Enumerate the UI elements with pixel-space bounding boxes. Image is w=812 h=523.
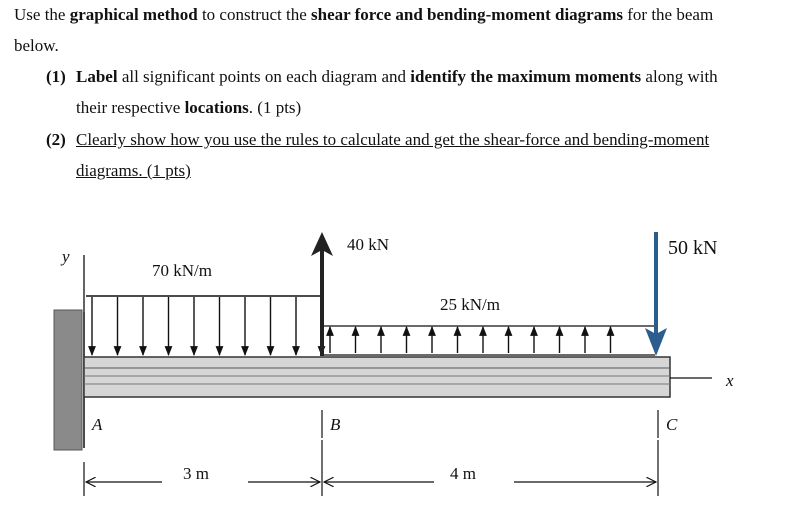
q1-number: (1) — [46, 67, 66, 86]
text-run: along with — [641, 67, 718, 86]
dim-ab-label: 3 m — [183, 464, 209, 483]
x-axis-label: x — [726, 371, 734, 390]
text-run: for the beam — [623, 5, 714, 24]
text-run: all significant points on each diagram and — [117, 67, 411, 86]
text-run: shear force and bending-moment diagrams — [311, 5, 624, 24]
point-b-label: B — [330, 415, 341, 434]
text-run: identify the maximum moments — [410, 67, 642, 86]
q2-line-1: Clearly show how you use the rules to calculate and get the shear-force and bending-moment — [76, 130, 710, 149]
fixed-support — [54, 310, 82, 450]
udl-70-arrows — [92, 297, 322, 355]
text-run: to construct the — [197, 5, 312, 24]
q2-number: (2) — [46, 130, 66, 149]
point-a-label: A — [92, 415, 103, 434]
intro-line-2: below. — [14, 36, 59, 55]
text-run: Use the — [14, 5, 70, 24]
text-run: graphical method — [69, 5, 198, 24]
text-run: . (1 pts) — [248, 98, 302, 117]
y-axis-label: y — [62, 247, 70, 266]
point-load-40-label: 40 kN — [347, 235, 390, 254]
point-load-50-label: 50 kN — [668, 237, 718, 259]
udl-70-label: 70 kN/m — [152, 261, 212, 280]
beam — [84, 357, 670, 397]
text-run: locations — [184, 98, 249, 117]
point-c-label: C — [666, 415, 678, 434]
text-run: Label — [76, 67, 118, 86]
dim-bc-label: 4 m — [450, 464, 476, 483]
q2-line-2: diagrams. (1 pts) — [76, 161, 191, 180]
text-run: their respective — [76, 98, 185, 117]
udl-25-label: 25 kN/m — [440, 295, 500, 314]
udl-25-arrows — [330, 327, 611, 353]
